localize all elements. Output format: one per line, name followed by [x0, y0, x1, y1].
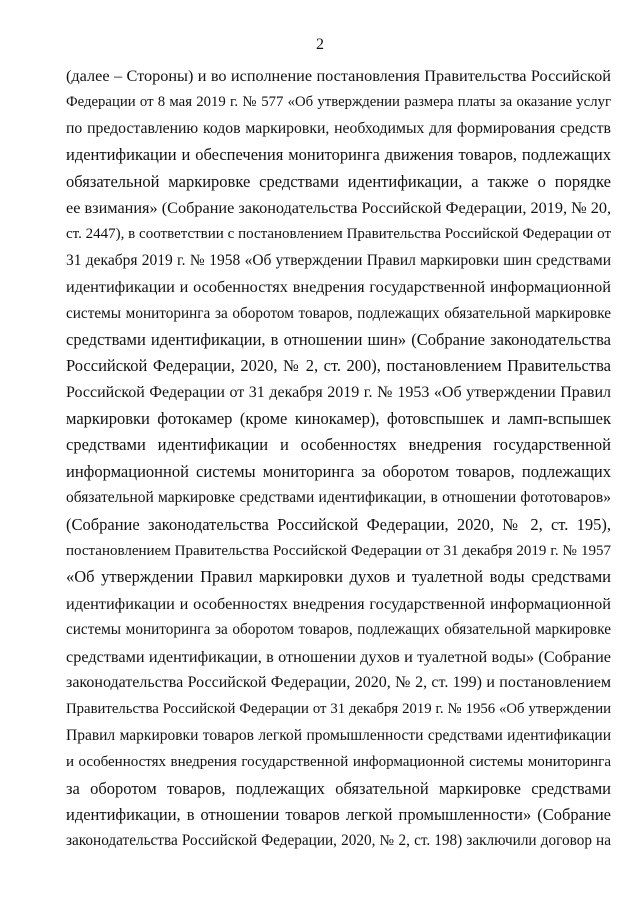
text-line: постановлением Правительства Российской Федерации от 31 декабря 2019 г. № 1957	[66, 543, 611, 560]
text-line: идентификации, в отношении товаров легкой промышленности» (Собрание	[66, 804, 611, 824]
text-line: Российской Федерации, 2020, № 2, ст. 200), постановлением Правительства	[66, 356, 611, 376]
text-line: (далее – Стороны) и во исполнение постановления Правительства Российской	[66, 67, 611, 85]
text-line: средствами идентификации, в отношении шин» (Собрание законодательства	[66, 329, 611, 349]
text-line: маркировки фотокамер (кроме кинокамер), фотовспышек и ламп-вспышек	[66, 409, 611, 429]
text-line: Российской Федерации от 31 декабря 2019 г. № 1953 «Об утверждении Правил	[66, 383, 611, 401]
text-line: ее взимания» (Собрание законодательства Российской Федерации, 2019, № 20,	[66, 198, 612, 217]
text-line: законодательства Российской Федерации, 2020, № 2, ст. 199) и постановлением	[66, 673, 611, 691]
text-line: и особенностях внедрения государственной информационной системы мониторинга	[66, 754, 611, 771]
text-line: 31 декабря 2019 г. № 1958 «Об утверждении Правил маркировки шин средствами	[66, 251, 611, 269]
body-paragraph	[66, 63, 611, 855]
text-line: идентификации и особенностях внедрения государственной информационной	[66, 278, 611, 297]
text-line: законодательства Российской Федерации, 2020, № 2, ст. 198) заключили договор на	[66, 832, 611, 850]
text-line: по предоставлению кодов маркировки, необходимых для формирования средств	[66, 119, 611, 137]
text-line: «Об утверждении Правил маркировки духов и туалетной воды средствами	[66, 567, 611, 587]
text-line: обязательной маркировке средствами идентификации, а также о порядке	[66, 171, 611, 191]
text-line: (Собрание законодательства Российской Федерации, 2020, № 2, ст. 195),	[66, 514, 611, 534]
text-line: идентификации и обеспечения мониторинга движения товаров, подлежащих	[66, 145, 611, 165]
text-line: Правительства Российской Федерации от 31 декабря 2019 г. № 1956 «Об утверждении	[66, 701, 611, 718]
text-line: средствами идентификации и особенностях внедрения государственной	[66, 435, 611, 455]
text-line: информационной системы мониторинга за оборотом товаров, подлежащих	[66, 461, 611, 481]
text-line: за оборотом товаров, подлежащих обязательной маркировке средствами	[66, 778, 611, 798]
text-line: ст. 2447), в соответствии с постановлением Правительства Российской Федерации от	[66, 226, 611, 243]
text-line: системы мониторинга за оборотом товаров, подлежащих обязательной маркировке	[66, 304, 611, 322]
page-number: 2	[316, 36, 324, 53]
text-line: системы мониторинга за оборотом товаров, подлежащих обязательной маркировке	[66, 621, 611, 639]
text-line: идентификации и особенностях внедрения государственной информационной	[66, 594, 611, 613]
text-line: Правил маркировки товаров легкой промышленности средствами идентификации	[66, 726, 611, 744]
text-line: обязательной маркировке средствами идентификации, в отношении фототоваров»	[66, 489, 611, 507]
text-line: средствами идентификации, в отношении духов и туалетной воды» (Собрание	[66, 647, 611, 666]
text-line: Федерации от 8 мая 2019 г. № 577 «Об утверждении размера платы за оказание услуг	[66, 94, 611, 111]
